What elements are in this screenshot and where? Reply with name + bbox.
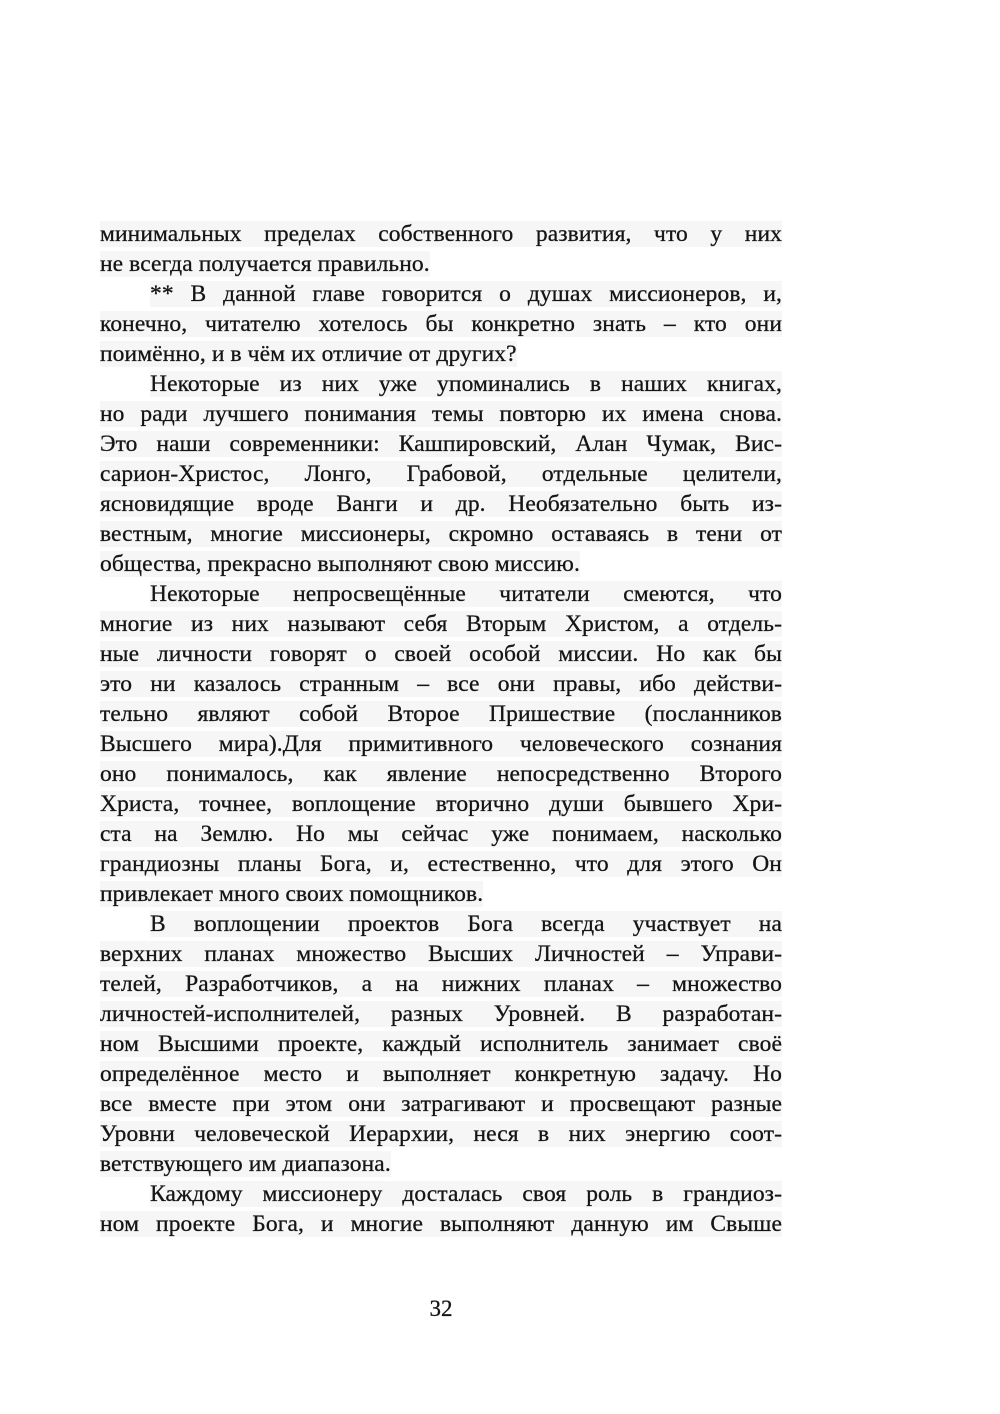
text-line: привлекает много своих помощников. (100, 881, 484, 907)
text-line: В воплощении проектов Бога всегда участвует на (150, 911, 782, 937)
text-line: ные личности говорят о своей особой миссии. Но как бы (100, 641, 782, 667)
text-line: конечно, читателю хотелось бы конкретно знать – кто они (100, 311, 782, 337)
text-line: ** В данной главе говорится о душах миссионеров, и, (150, 281, 782, 307)
page-text (100, 219, 782, 1239)
text-line: верхних планах множество Высших Личностей – Управи- (100, 941, 782, 967)
text-line: Каждому миссионеру досталась своя роль в грандиоз- (150, 1181, 782, 1207)
text-line: это ни казалось странным – все они правы, ибо действи- (100, 671, 782, 697)
text-line: тельно являют собой Второе Пришествие (посланников (100, 701, 782, 727)
text-line: общества, прекрасно выполняют свою миссию. (100, 551, 580, 577)
text-line: сарион-Христос, Лонго, Грабовой, отдельные целители, (100, 461, 782, 487)
text-line: Некоторые непросвещённые читатели смеются, что (150, 581, 782, 607)
text-line: не всегда получается правильно. (100, 251, 430, 277)
text-line: ясновидящие вроде Ванги и др. Необязательно быть из- (100, 491, 782, 517)
text-line: Уровни человеческой Иерархии, неся в них энергию соот- (100, 1121, 782, 1147)
text-line: Высшего мира).Для примитивного человеческого сознания (100, 731, 782, 757)
page-number: 32 (429, 1296, 453, 1321)
text-line: телей, Разработчиков, а на нижних планах – множество (100, 971, 782, 997)
text-line: определённое место и выполняет конкретную задачу. Но (100, 1061, 782, 1087)
text-line: Это наши современники: Кашпировский, Алан Чумак, Вис- (100, 431, 782, 457)
text-line: поимённо, и в чём их отличие от других? (100, 341, 517, 367)
text-line: вестным, многие миссионеры, скромно оставаясь в тени от (100, 521, 782, 547)
text-line: ветствующего им диапазона. (100, 1151, 391, 1177)
text-line: но ради лучшего понимания темы повторю их имена снова. (100, 401, 782, 427)
text-line: ста на Землю. Но мы сейчас уже понимаем, насколько (100, 821, 782, 847)
text-line: Христа, точнее, воплощение вторично души бывшего Хри- (100, 791, 782, 817)
text-line: минимальных пределах собственного развития, что у них (100, 221, 782, 247)
text-line: оно понималось, как явление непосредственно Второго (100, 761, 782, 787)
text-line: Некоторые из них уже упоминались в наших книгах, (150, 371, 782, 397)
text-line: многие из них называют себя Вторым Христом, а отдель- (100, 611, 782, 637)
text-line: личностей-исполнителей, разных Уровней. В разработан- (100, 1001, 782, 1027)
text-line: все вместе при этом они затрагивают и просвещают разные (100, 1091, 782, 1117)
text-line: ном Высшими проекте, каждый исполнитель занимает своё (100, 1031, 782, 1057)
text-line: грандиозны планы Бога, и, естественно, что для этого Он (100, 851, 782, 877)
text-line: ном проекте Бога, и многие выполняют данную им Свыше (100, 1211, 782, 1237)
